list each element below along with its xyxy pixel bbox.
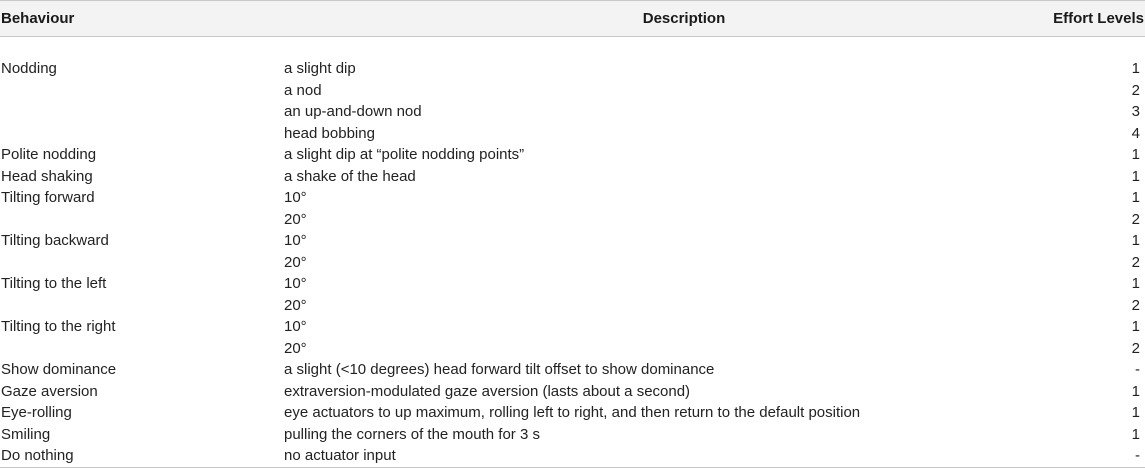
behaviour-cell xyxy=(0,252,284,274)
description-cell: eye actuators to up maximum, rolling left to right, and then return to the default position xyxy=(284,404,861,421)
table-row xyxy=(0,273,1145,295)
effort-level-cell: 2 xyxy=(1131,253,1140,271)
effort-level-cell: 2 xyxy=(1131,81,1140,99)
table-row xyxy=(0,381,1145,403)
table-row xyxy=(0,101,1145,123)
behaviour-cell xyxy=(0,295,284,317)
header-row xyxy=(0,1,1145,37)
description-cell: 10° xyxy=(284,232,307,249)
effort-level-cell: 4 xyxy=(1131,124,1140,142)
table-body xyxy=(0,37,1145,468)
table-row xyxy=(0,209,1145,231)
behaviour-cell xyxy=(0,80,284,102)
behaviour-cell: Tilting backward xyxy=(1,232,109,249)
effort-level-cell: 1 xyxy=(1131,275,1140,292)
header-effort-levels: Effort Levels xyxy=(1024,1,1145,37)
table-row xyxy=(0,166,1145,188)
table-row xyxy=(0,445,1145,467)
description-cell: 10° xyxy=(284,275,307,292)
behaviour-cell: Nodding xyxy=(1,60,57,77)
description-cell: 20° xyxy=(284,339,307,357)
description-cell: a slight dip xyxy=(284,60,356,77)
table-row xyxy=(0,252,1145,274)
table-row xyxy=(0,58,1145,80)
effort-level-cell: 1 xyxy=(1131,404,1140,421)
effort-level-cell: 1 xyxy=(1131,189,1140,206)
effort-level-cell: 2 xyxy=(1131,339,1140,357)
behaviour-cell: Tilting to the left xyxy=(1,275,107,292)
behaviour-cell: Head shaking xyxy=(1,167,93,185)
behaviour-cell: Show dominance xyxy=(1,361,117,378)
description-cell: an up-and-down nod xyxy=(284,103,422,120)
effort-level-cell: 2 xyxy=(1131,210,1140,228)
table-row xyxy=(0,123,1145,145)
table-header xyxy=(0,1,1145,37)
description-cell: a slight dip at “polite nodding points” xyxy=(284,146,525,163)
table-row xyxy=(0,424,1145,446)
description-cell: 10° xyxy=(284,318,307,335)
description-cell: a nod xyxy=(284,81,322,99)
behaviour-cell: Tilting forward xyxy=(1,189,95,206)
effort-level-cell: 1 xyxy=(1131,232,1140,249)
table-row xyxy=(0,187,1145,209)
description-cell: pulling the corners of the mouth for 3 s xyxy=(284,425,540,443)
description-cell: head bobbing xyxy=(284,124,375,142)
behaviour-cell: Gaze aversion xyxy=(1,382,98,400)
effort-level-cell: 1 xyxy=(1131,60,1140,77)
table-row xyxy=(0,230,1145,252)
behaviour-cell xyxy=(0,338,284,360)
table-row xyxy=(0,402,1145,424)
description-cell: no actuator input xyxy=(284,445,1024,467)
table-row xyxy=(0,295,1145,317)
behaviour-cell xyxy=(0,209,284,231)
table-row xyxy=(0,338,1145,360)
behaviour-cell xyxy=(0,123,284,145)
effort-level-cell: - xyxy=(1135,361,1140,378)
header-description: Description xyxy=(284,1,1024,37)
description-cell: extraversion-modulated gaze aversion (lasts about a second) xyxy=(284,382,691,400)
behaviour-cell: Smiling xyxy=(1,425,51,443)
description-cell: a slight (<10 degrees) head forward tilt offset to show dominance xyxy=(284,361,715,378)
behaviour-cell: Do nothing xyxy=(0,445,284,467)
table-row xyxy=(0,80,1145,102)
header-behaviour: Behaviour xyxy=(0,1,284,37)
effort-level-cell: 1 xyxy=(1131,382,1140,400)
behaviour-cell: Tilting to the right xyxy=(1,318,116,335)
effort-level-cell: - xyxy=(1024,445,1145,467)
effort-level-cell: 2 xyxy=(1131,296,1140,314)
description-cell: a shake of the head xyxy=(284,167,416,185)
table-row xyxy=(0,316,1145,338)
table-row xyxy=(0,144,1145,166)
spacer-cell xyxy=(0,37,1145,59)
effort-level-cell: 1 xyxy=(1131,318,1140,335)
description-cell: 20° xyxy=(284,210,307,228)
effort-level-cell: 1 xyxy=(1131,425,1140,443)
effort-level-cell: 1 xyxy=(1131,167,1140,185)
effort-level-cell: 1 xyxy=(1131,146,1140,163)
behaviour-cell: Eye-rolling xyxy=(1,404,72,421)
description-cell: 20° xyxy=(284,296,307,314)
behaviour-cell: Polite nodding xyxy=(1,146,97,163)
spacer-row xyxy=(0,37,1145,59)
description-cell: 10° xyxy=(284,189,307,206)
behaviour-cell xyxy=(0,101,284,123)
effort-level-cell: 3 xyxy=(1131,103,1140,120)
description-cell: 20° xyxy=(284,253,307,271)
table-row xyxy=(0,359,1145,381)
